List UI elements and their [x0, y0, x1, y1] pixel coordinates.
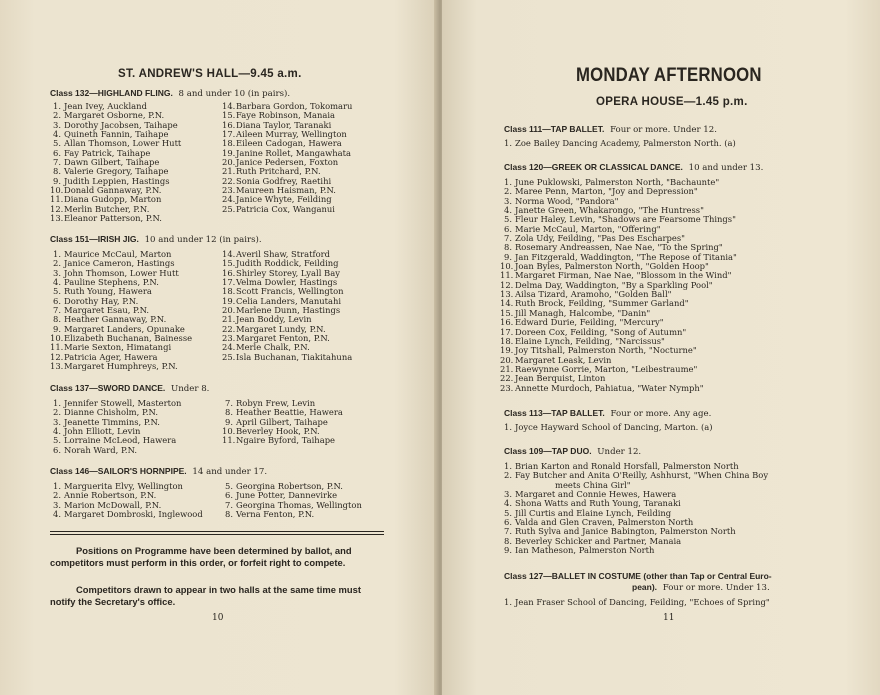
entry-text: Rosemary Andreassen, Nae Nae, "To the Spring" [515, 242, 723, 253]
entry-list-col1 [50, 399, 181, 455]
entry-item [50, 362, 192, 371]
class-number: Class 109 [504, 446, 544, 456]
entry-number: 2. [53, 258, 61, 269]
class-number: Class 113 [504, 408, 543, 418]
entry-text: Jean Fraser School of Dancing, Feilding, "Echoes of Spring" [515, 597, 770, 607]
entry-text: John Elliott, Levin [64, 426, 141, 437]
entry-number: 1. [504, 422, 512, 432]
entry-number: 1. [504, 597, 512, 607]
entry-number: 1. [53, 398, 61, 408]
entry-list-col1 [50, 482, 203, 519]
entry-text: Judith Roddick, Feilding [236, 258, 339, 269]
entry-text: Heather Gannaway, P.N. [64, 314, 167, 325]
entry-text: Beverley Hook, P.N. [236, 426, 320, 437]
entry-number: 21. [500, 363, 514, 374]
entry-number: 10. [222, 426, 236, 437]
entry-number: 6. [504, 223, 512, 234]
entry-text: Shona Watts and Ruth Young, Taranaki [515, 498, 681, 509]
entry-text: Valerie Gregory, Taihape [64, 166, 169, 177]
entry-text: Maurice McCaul, Marton [64, 249, 172, 259]
entry-text: Norah Ward, P.N. [64, 444, 138, 455]
entry-text: Ngaire Byford, Taihape [236, 435, 336, 446]
entry-text: Dawn Gilbert, Taihape [64, 157, 160, 168]
entry-number: 25. [222, 351, 236, 362]
entry-number: 14. [222, 101, 236, 111]
entry-number: 12. [50, 203, 64, 214]
class-name: —IRISH JIG. [89, 234, 139, 244]
entry-item [500, 423, 712, 432]
class-condition: Under 8. [171, 384, 210, 394]
entry-number: 3. [53, 416, 61, 427]
entry-text: Sonia Godfrey, Raetihi [236, 175, 332, 186]
entry-text: Eleanor Patterson, P.N. [64, 213, 162, 224]
entry-text: Dorothy Hay, P.N. [64, 295, 139, 306]
entry-number: 3. [53, 499, 61, 510]
page-number: 11 [663, 613, 675, 623]
entry-number: 23. [222, 333, 236, 344]
entry-text: Raewynne Gorrie, Marton, "Leibestraume" [515, 363, 698, 374]
ballot-notice: Positions on Programme have been determined by ballot, and competitors must perform in this order, or forfeit right to compete. [50, 545, 352, 568]
entry-item [500, 384, 737, 393]
entry-number: 8. [53, 314, 61, 325]
class-heading [504, 408, 711, 419]
entry-number: 8. [53, 166, 61, 177]
entry-number: 5. [53, 138, 61, 149]
entry-number: 16. [222, 267, 236, 278]
entry-text: Diana Taylor, Taranaki [236, 119, 332, 130]
entry-number: 22. [222, 323, 236, 334]
class-number: Class 127 [504, 571, 544, 581]
entry-text: Quineth Fannin, Taihape [64, 129, 169, 140]
entry-number: 1. [504, 177, 512, 187]
entry-text: Jeanette Timmins, P.N. [64, 416, 160, 427]
entry-number: 7. [53, 157, 61, 168]
entry-number: 5. [53, 435, 61, 446]
entry-number: 12. [50, 351, 64, 362]
entry-text: Ian Matheson, Palmerston North [515, 545, 655, 556]
class-heading [50, 466, 267, 477]
entry-number: 10. [50, 333, 64, 344]
entry-text: Georgina Thomas, Wellington [236, 499, 362, 510]
entry-text: Delma Day, Waddington, "By a Sparkling Pool" [515, 279, 713, 290]
entry-number: 22. [500, 373, 514, 384]
class-number: Class 146 [50, 466, 90, 476]
entry-text: Scott Francis, Wellington [236, 286, 344, 297]
entry-item [500, 546, 768, 555]
entry-text: Pauline Stephens, P.N. [64, 277, 159, 288]
entry-number: 4. [53, 129, 61, 140]
entry-number: 11. [222, 435, 236, 446]
entry-number: 8. [504, 242, 512, 253]
two-halls-notice: Competitors drawn to appear in two halls at the same time must notify the Secretary's office. [50, 584, 361, 607]
entry-item [222, 205, 352, 214]
entry-text: Margaret Landers, Opunake [64, 323, 185, 334]
entry-text: Jill Curtis and Elaine Lynch, Feilding [515, 507, 672, 518]
entry-number: 15. [500, 307, 514, 318]
entry-number: 9. [53, 175, 61, 186]
entry-number: 1. [504, 461, 512, 471]
entry-text: Janice Pedersen, Foxton [236, 157, 339, 168]
entry-text: Joy Titshall, Palmerston North, "Nocturne" [515, 345, 697, 356]
entry-text: Allan Thomson, Lower Hutt [64, 138, 182, 149]
entry-text: Marie McCaul, Marton, "Offering" [515, 223, 661, 234]
class-number: Class 132 [50, 88, 90, 98]
entry-text: Eileen Cadogan, Hawera [236, 138, 342, 149]
entry-item [500, 139, 736, 148]
entry-number: 22. [222, 175, 236, 186]
entry-text: Margaret and Connie Hewes, Hawera [515, 489, 677, 500]
entry-text: Marion McDowall, P.N. [64, 499, 162, 510]
entry-text: Joan Byles, Palmerston North, "Golden Hoop" [515, 261, 709, 272]
class-name: —BALLET IN COSTUME (other than Tap or Central Euro- [543, 571, 772, 581]
class-heading [504, 571, 772, 582]
class-name: —TAP BALLET. [542, 124, 605, 134]
class-name: —SWORD DANCE. [89, 383, 166, 393]
entry-list [500, 139, 736, 148]
entry-text: Janice Cameron, Hastings [64, 258, 175, 269]
entry-text: Brian Karton and Ronald Horsfall, Palmerston North [515, 461, 739, 471]
entry-text: Zoe Bailey Dancing Academy, Palmerston North. (a) [515, 138, 736, 148]
entry-list-col1 [50, 250, 192, 371]
entry-number: 3. [504, 195, 512, 206]
entry-text: Jean Ivey, Auckland [64, 101, 147, 111]
entry-number: 3. [53, 267, 61, 278]
entry-number: 20. [500, 354, 514, 365]
class-condition: Four or more. Any age. [610, 409, 712, 419]
entry-number: 3. [53, 119, 61, 130]
entry-number: 16. [222, 119, 236, 130]
entry-number: 4. [53, 426, 61, 437]
entry-text: Marlene Dunn, Hastings [236, 305, 341, 316]
class-name-continued: pean). [632, 582, 658, 592]
entry-text: meets China Girl" [555, 479, 631, 490]
entry-list [500, 462, 768, 555]
entry-number: 19. [222, 295, 236, 306]
entry-number: 10. [50, 185, 64, 196]
entry-text: Jennifer Stowell, Masterton [64, 398, 182, 408]
entry-number: 11. [50, 194, 64, 205]
entry-text: Zola Udy, Feilding, "Pas Des Escharpes" [515, 233, 685, 244]
entry-number: 13. [500, 289, 514, 300]
entry-item [222, 510, 362, 519]
entry-text: Ruth Young, Hawera [64, 286, 152, 297]
entry-text: Maureen Haisman, P.N. [236, 185, 336, 196]
entry-number: 8. [225, 509, 233, 520]
entry-number: 18. [222, 286, 236, 297]
entry-number: 9. [504, 251, 512, 262]
entry-number: 6. [53, 147, 61, 158]
class-condition: 8 and under 10 (in pairs). [178, 89, 291, 99]
entry-text: Patricia Cox, Wanganui [236, 203, 335, 214]
entry-number: 18. [222, 138, 236, 149]
entry-text: Jean Boddy, Levin [236, 314, 312, 325]
class-condition: Four or more. Under 12. [610, 125, 717, 135]
entry-number: 24. [222, 194, 236, 205]
entry-number: 25. [222, 203, 236, 214]
entry-text: Margaret Dombroski, Inglewood [64, 509, 203, 520]
entry-text: Beverley Schicker and Partner, Manaia [515, 535, 682, 546]
divider-rule [50, 531, 384, 532]
entry-text: Shirley Storey, Lyall Bay [236, 267, 340, 278]
right-page [442, 0, 880, 695]
entry-text: Janice Whyte, Feilding [236, 194, 332, 205]
entry-text: Dianne Chisholm, P.N. [64, 407, 159, 418]
entry-number: 20. [222, 305, 236, 316]
entry-number: 1. [504, 138, 512, 148]
entry-number: 21. [222, 314, 236, 325]
entry-number: 13. [50, 361, 64, 372]
entry-text: Doreen Cox, Feilding, "Song of Autumn" [515, 326, 687, 337]
entry-text: Patricia Ager, Hawera [64, 351, 158, 362]
class-condition: Under 12. [597, 447, 642, 457]
entry-text: Margaret Osborne, P.N. [64, 110, 165, 121]
entry-number: 19. [500, 345, 514, 356]
entry-text: Isla Buchanan, Tiakitahuna [236, 351, 353, 362]
entry-text: Jean Berquist, Linton [515, 373, 606, 384]
entry-number: 9. [504, 545, 512, 556]
entry-number: 6. [53, 295, 61, 306]
class-heading-continued [632, 582, 770, 593]
entry-number: 24. [222, 342, 236, 353]
hall-title: ST. ANDREW'S HALL—9.45 a.m. [118, 68, 302, 80]
entry-number: 7. [504, 233, 512, 244]
entry-text: June Puklowski, Palmerston North, "Bachaunte" [515, 177, 720, 187]
class-heading [50, 88, 290, 99]
entry-number: 17. [222, 129, 236, 140]
entry-number: 23. [222, 185, 236, 196]
class-condition: 10 and under 13. [688, 163, 764, 173]
class-name: —TAP BALLET. [542, 408, 605, 418]
entry-text: Annie Robertson, P.N. [64, 490, 157, 501]
entry-text: Margaret Esau, P.N. [64, 305, 150, 316]
entry-text: Georgina Robertson, P.N. [236, 481, 343, 491]
entry-number: 14. [222, 249, 236, 259]
entry-number: 11. [50, 342, 64, 353]
class-condition: 14 and under 17. [192, 467, 268, 477]
entry-text: Fleur Haley, Levin, "Shadows are Fearsome Things" [515, 214, 736, 225]
entry-number: 3. [504, 489, 512, 500]
entry-item [50, 446, 181, 455]
entry-text: Merlin Butcher, P.N. [64, 203, 150, 214]
entry-text: Lorraine McLeod, Hawera [64, 435, 177, 446]
entry-number: 2. [53, 490, 61, 501]
entry-number: 17. [500, 326, 514, 337]
class-number: Class 151 [50, 234, 90, 244]
entry-list-col2 [222, 250, 352, 362]
entry-text: Averil Shaw, Stratford [236, 249, 331, 259]
class-name: —TAP DUO. [543, 446, 592, 456]
entry-number: 19. [222, 147, 236, 158]
entry-number: 6. [504, 517, 512, 528]
entry-number: 7. [504, 526, 512, 537]
class-number: Class 120 [504, 162, 544, 172]
entry-number: 5. [504, 507, 512, 518]
entry-number: 2. [53, 407, 61, 418]
entry-number: 21. [222, 166, 236, 177]
entry-text: Faye Robinson, Manaia [236, 110, 336, 121]
class-condition: Four or more. Under 13. [662, 583, 770, 593]
entry-number: 4. [504, 498, 512, 509]
entry-text: Aileen Murray, Wellington [236, 129, 347, 140]
entry-number: 23. [500, 382, 514, 393]
class-name: —HIGHLAND FLING. [89, 88, 173, 98]
entry-list-col1 [50, 102, 181, 223]
entry-number: 14. [500, 298, 514, 309]
entry-text: Margaret Lundy, P.N. [236, 323, 326, 334]
entry-text: Ruth Sylva and Janice Babington, Palmerston North [515, 526, 736, 537]
entry-number: 8. [504, 535, 512, 546]
entry-text: Robyn Frew, Levin [236, 398, 316, 408]
entry-number: 12. [500, 279, 514, 290]
entry-text: Ruth Brock, Feilding, "Summer Garland" [515, 298, 689, 309]
entry-item [50, 510, 203, 519]
entry-text: Ruth Pritchard, P.N. [236, 166, 321, 177]
entry-number: 9. [225, 416, 233, 427]
entry-text: April Gilbert, Taihape [236, 416, 328, 427]
class-heading [504, 446, 641, 457]
class-name: —GREEK OR CLASSICAL DANCE. [543, 162, 683, 172]
entry-text: Fay Patrick, Taihape [64, 147, 151, 158]
entry-number: 17. [222, 277, 236, 288]
entry-list-col2 [222, 102, 352, 214]
page-number: 10 [212, 613, 224, 623]
entry-text: Marguerita Elvy, Wellington [64, 481, 183, 491]
entry-number: 15. [222, 258, 236, 269]
entry-item [500, 598, 770, 607]
entry-text: Velma Dowler, Hastings [236, 277, 338, 288]
class-heading [504, 124, 717, 135]
entry-text: Margaret Firman, Nae Nae, "Blossom in the Wind" [515, 270, 732, 281]
entry-number: 7. [53, 305, 61, 316]
entry-text: Dorothy Jacobsen, Taihape [64, 119, 178, 130]
page-title: MONDAY AFTERNOON [576, 64, 762, 86]
entry-number: 5. [504, 214, 512, 225]
entry-number: 6. [225, 490, 233, 501]
entry-number: 4. [53, 509, 61, 520]
class-number: Class 111 [504, 124, 543, 134]
entry-text: Elaine Lynch, Feilding, "Narcissus" [515, 335, 665, 346]
entry-text: Norma Wood, "Pandora" [515, 195, 619, 206]
entry-text: Janine Rollet, Mangawhata [236, 147, 352, 158]
entry-number: 1. [53, 481, 61, 491]
entry-text: Merle Chalk, P.N. [236, 342, 310, 353]
entry-number: 1. [53, 101, 61, 111]
class-heading [50, 234, 262, 245]
entry-list [500, 178, 737, 393]
entry-number: 11. [500, 270, 514, 281]
entry-text: Ailsa Tizard, Aramoho, "Golden Ball" [515, 289, 672, 300]
entry-text: Judith Leppien, Hastings [64, 175, 170, 186]
entry-text: Janette Green, Whakarongo, "The Huntress" [515, 205, 704, 216]
hall-title: OPERA HOUSE—1.45 p.m. [596, 96, 748, 108]
entry-text: Barbara Gordon, Tokomaru [236, 101, 353, 111]
entry-text: Fay Butcher and Anita O'Reilly, Ashhurst, "When China Boy [515, 470, 769, 481]
entry-item [222, 436, 343, 445]
entry-list-col2 [222, 482, 362, 519]
entry-text: Annette Murdoch, Pahiatua, "Water Nymph" [515, 382, 704, 393]
entry-number: 18. [500, 335, 514, 346]
entry-number: 4. [504, 205, 512, 216]
entry-number: 15. [222, 110, 236, 121]
entry-list [500, 598, 770, 607]
entry-number: 20. [222, 157, 236, 168]
entry-number: 7. [225, 398, 233, 408]
entry-number: 7. [225, 499, 233, 510]
entry-number: 6. [53, 444, 61, 455]
entry-number: 10. [500, 261, 514, 272]
entry-number: 2. [504, 186, 512, 197]
entry-text: Diana Gudopp, Marton [64, 194, 162, 205]
entry-text: Marie Sexton, Himatangi [64, 342, 172, 353]
entry-text: Jill Managh, Halcombe, "Danin" [515, 307, 651, 318]
entry-number: 5. [53, 286, 61, 297]
entry-text: Margaret Leask, Levin [515, 354, 612, 365]
divider-rule [50, 534, 384, 535]
entry-text: Margaret Fenton, P.N. [236, 333, 330, 344]
entry-number: 13. [50, 213, 64, 224]
entry-text: Margaret Humphreys, P.N. [64, 361, 178, 372]
entry-text: Elizabeth Buchanan, Bainesse [64, 333, 193, 344]
entry-item [50, 214, 181, 223]
entry-list-col2 [222, 399, 343, 446]
entry-item [222, 353, 352, 362]
entry-number: 2. [504, 470, 512, 481]
left-page [0, 0, 438, 695]
entry-text: Maree Penn, Marton, "Joy and Depression" [515, 186, 698, 197]
entry-list [500, 423, 712, 432]
entry-text: Valda and Glen Craven, Palmerston North [515, 517, 694, 528]
entry-text: Heather Beattie, Hawera [236, 407, 343, 418]
entry-number: 16. [500, 317, 514, 328]
entry-number: 8. [225, 407, 233, 418]
entry-number: 5. [225, 481, 233, 491]
entry-text: John Thomson, Lower Hutt [64, 267, 179, 278]
entry-text: Edward Durie, Feilding, "Mercury" [515, 317, 664, 328]
entry-text: Jan Fitzgerald, Waddington, "The Repose of Titania" [515, 251, 737, 262]
entry-number: 4. [53, 277, 61, 288]
entry-text: June Potter, Dannevirke [236, 490, 338, 501]
class-heading [50, 383, 209, 394]
entry-number: 1. [53, 249, 61, 259]
entry-text: Verna Fenton, P.N. [236, 509, 315, 520]
entry-text: Joyce Hayward School of Dancing, Marton. (a) [515, 422, 713, 432]
class-condition: 10 and under 12 (in pairs). [144, 235, 262, 245]
entry-number: 2. [53, 110, 61, 121]
entry-text: Donald Gannaway, P.N. [64, 185, 162, 196]
class-heading [504, 162, 763, 173]
class-name: —SAILOR'S HORNPIPE. [89, 466, 187, 476]
entry-text: Celia Landers, Manutahi [236, 295, 342, 306]
class-number: Class 137 [50, 383, 90, 393]
entry-number: 9. [53, 323, 61, 334]
